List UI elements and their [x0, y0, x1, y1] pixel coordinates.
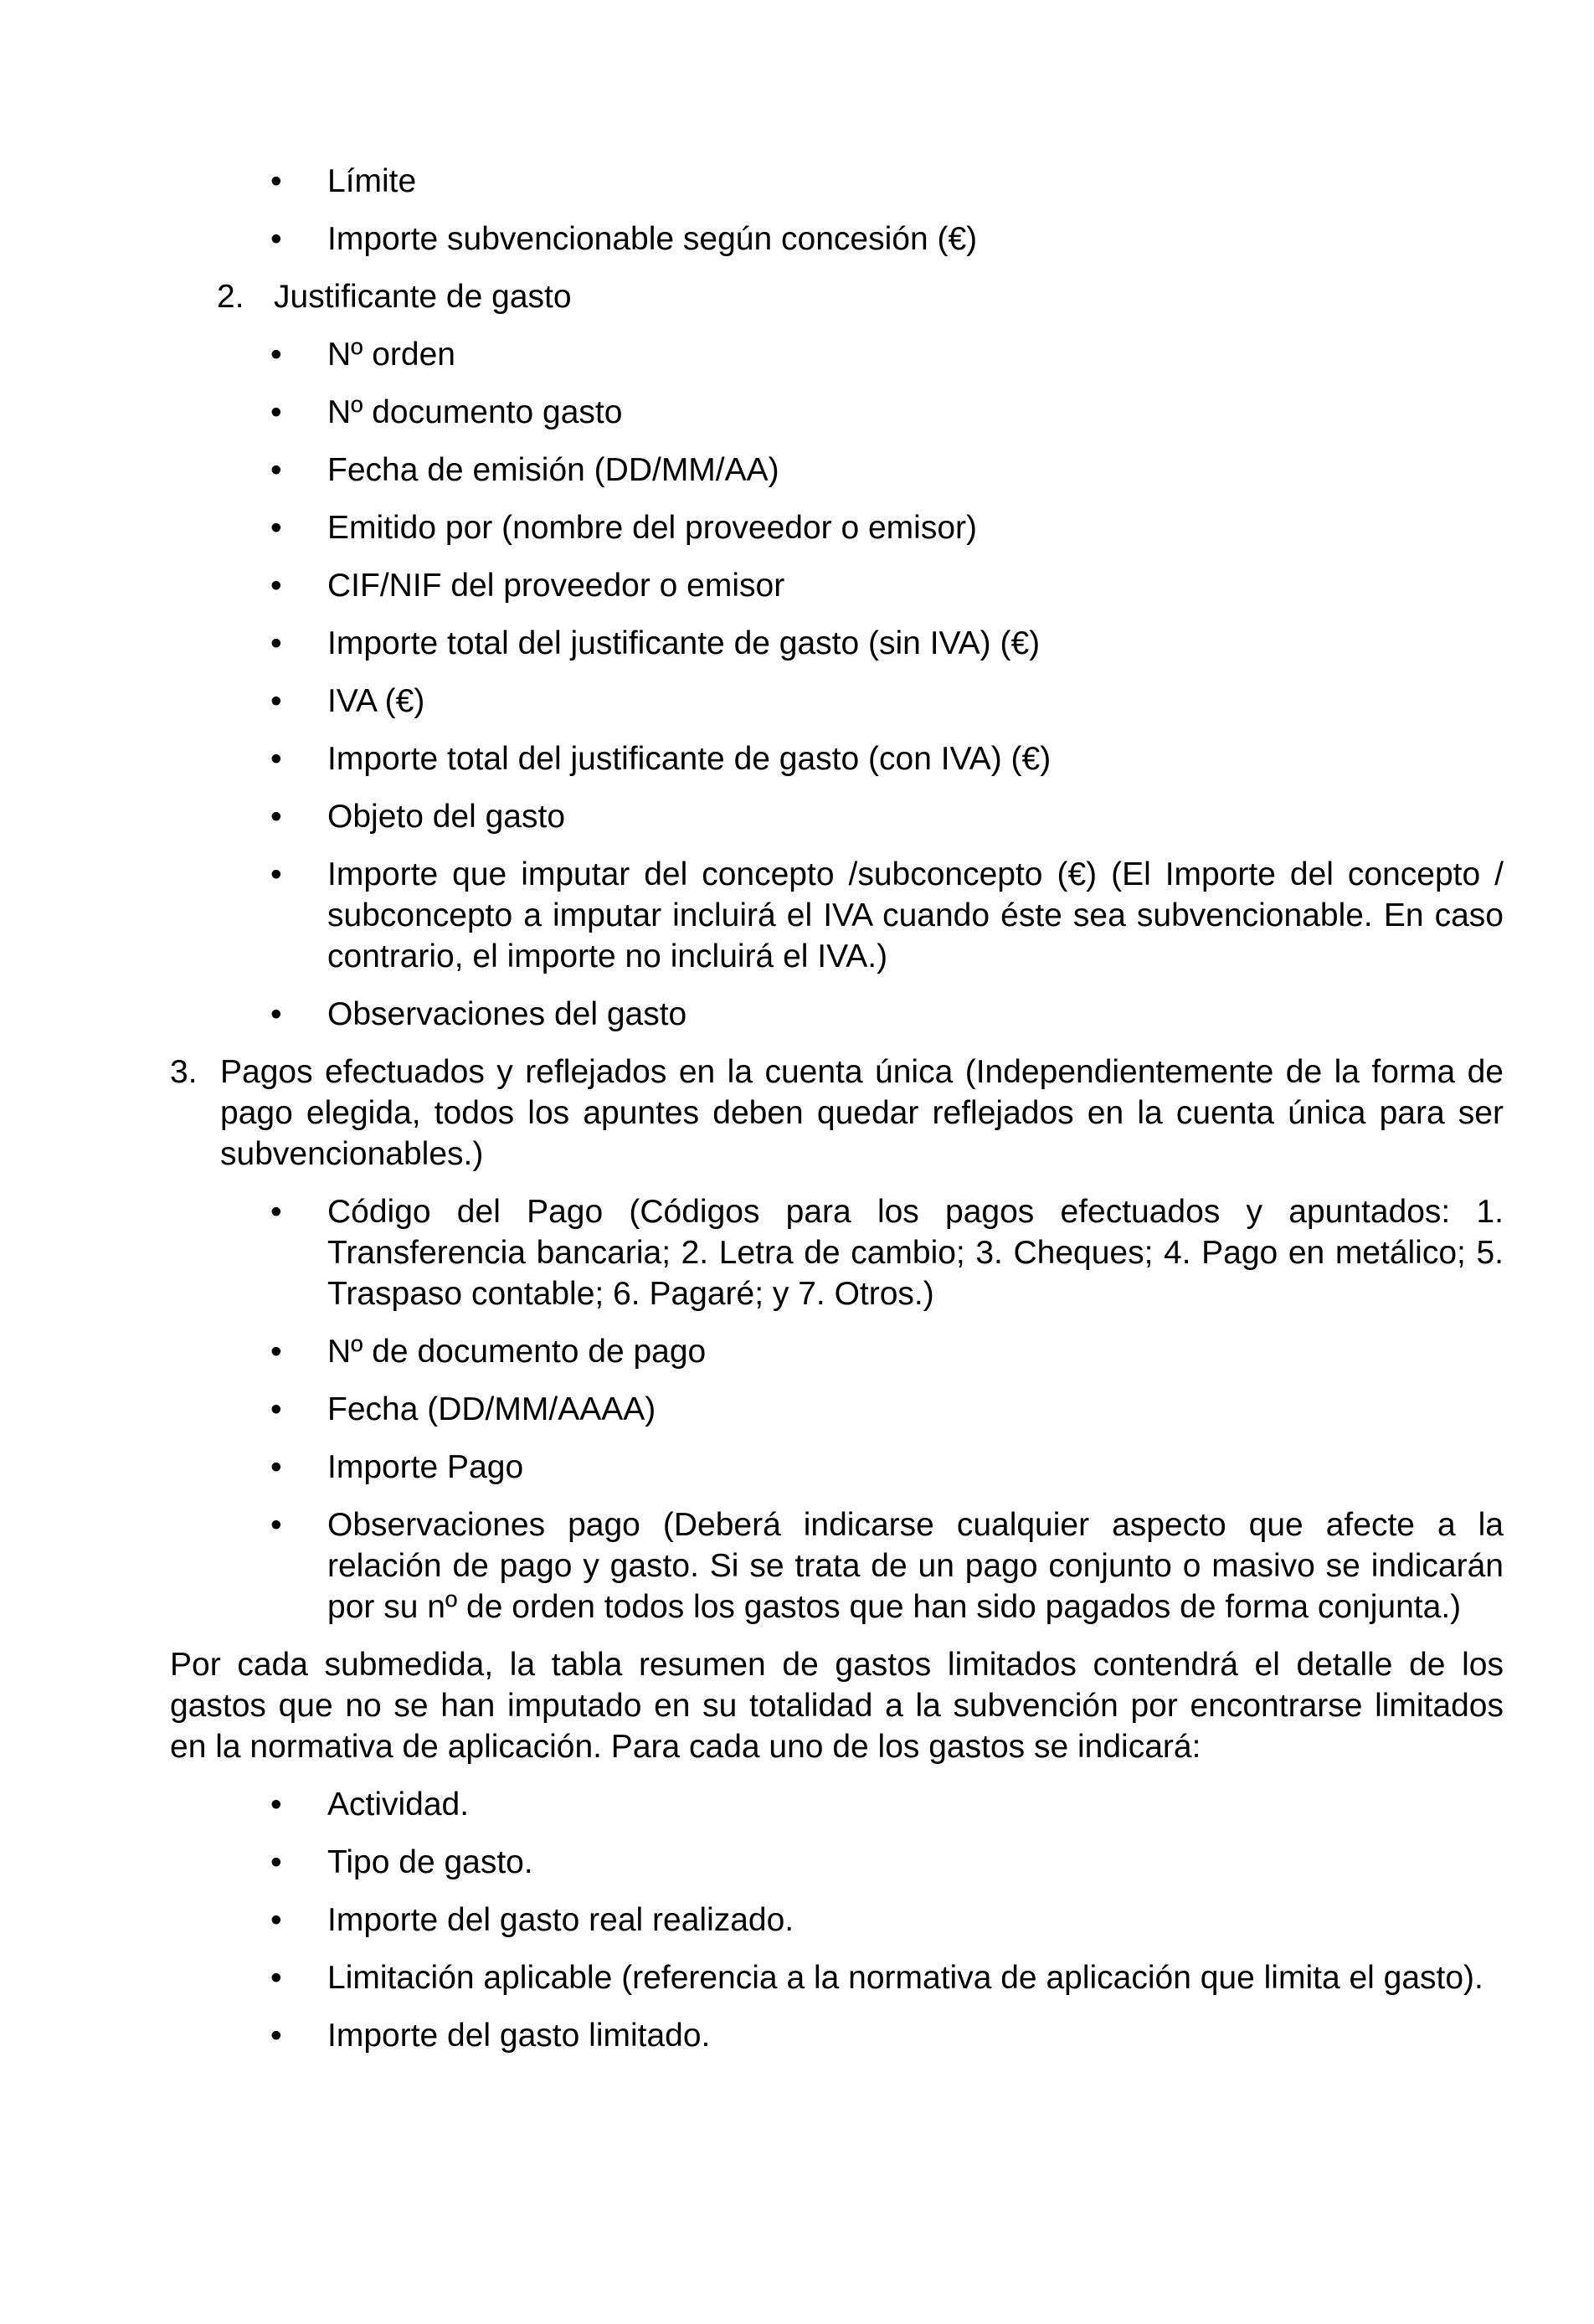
list-item-text: Importe del gasto real realizado. [327, 1902, 794, 1938]
list-item [170, 565, 1504, 606]
list-item [170, 796, 1504, 837]
list-item-text: Fecha de emisión (DD/MM/AA) [327, 452, 779, 488]
list-item [170, 1389, 1504, 1430]
bullet-marker: • [270, 1334, 282, 1370]
list-item-text: Limitación aplicable (referencia a la normativa de aplicación que limita el gasto). [327, 1960, 1483, 1996]
document-body [170, 161, 1504, 2073]
list-item-text: Límite [327, 163, 417, 199]
list-item [170, 738, 1504, 779]
list-item-text: Importe que imputar del concepto /subconcepto (€) (El Importe del concepto / subconcepto a imputar incluirá el IVA cuando éste sea subvencionable. En caso contrario, el importe no incluirá el IVA.) [327, 856, 1504, 974]
list-item-text: Importe subvencionable según concesión (€) [327, 221, 978, 257]
list-item-text: Fecha (DD/MM/AAAA) [327, 1391, 656, 1427]
list-item [170, 219, 1504, 260]
list-item-text: Tipo de gasto. [327, 1844, 533, 1880]
bullet-marker: • [270, 856, 282, 892]
bullet-marker: • [270, 625, 282, 661]
bullet-marker: • [270, 1902, 282, 1938]
list-item [170, 1504, 1504, 1627]
bullet-marker: • [270, 568, 282, 604]
list-item [170, 1331, 1504, 1372]
numbered-heading-2 [170, 276, 1504, 317]
list-item [170, 1900, 1504, 1941]
bullet-marker: • [270, 2018, 282, 2054]
list-item-text: Nº documento gasto [327, 394, 623, 430]
list-item-text: Actividad. [327, 1787, 470, 1823]
list-item-text: IVA (€) [327, 683, 425, 719]
numbered-heading-3 [170, 1051, 1504, 1175]
bullet-marker: • [270, 510, 282, 546]
bullet-marker: • [270, 1844, 282, 1880]
list-item [170, 994, 1504, 1035]
list-item [170, 1191, 1504, 1314]
numbered-heading-text: Pagos efectuados y reflejados en la cuenta única (Independientemente de la forma de pago elegida, todos los apuntes deben quedar reflejados en la cuenta única para ser subvencionables.) [220, 1054, 1504, 1172]
bullet-marker: • [270, 337, 282, 373]
list-item-text: Observaciones pago (Deberá indicarse cualquier aspecto que afecte a la relación de pago y gasto. Si se trata de un pago conjunto o masivo se indicarán por su nº de orden todos los gastos que han sido pagados de forma conjunta.) [327, 1507, 1504, 1625]
bullet-marker: • [270, 1391, 282, 1427]
list-item [170, 507, 1504, 548]
list-item [170, 334, 1504, 375]
list-item [170, 681, 1504, 722]
list-item [170, 2015, 1504, 2056]
list-item [170, 1842, 1504, 1883]
list-item [170, 623, 1504, 664]
body-paragraph: Por cada submedida, la tabla resumen de gastos limitados contendrá el detalle de los gastos que no se han imputado en su totalidad a la subvención por encontrarse limitados en la normativa de aplicación. Para cada uno de los gastos se indicará: [170, 1647, 1504, 1765]
list-item-text: Importe Pago [327, 1449, 524, 1485]
list-item-text: Importe del gasto limitado. [327, 2018, 711, 2054]
bullet-marker: • [270, 394, 282, 430]
bullet-marker: • [270, 1787, 282, 1823]
numbered-heading-text: Justificante de gasto [274, 279, 572, 315]
list-item [170, 1784, 1504, 1825]
list-item-text: Nº de documento de pago [327, 1334, 707, 1370]
list-item-text: Emitido por (nombre del proveedor o emisor) [327, 510, 978, 546]
list-number: 3. [170, 1054, 198, 1090]
list-item [170, 392, 1504, 433]
list-item-text: CIF/NIF del proveedor o emisor [327, 568, 785, 604]
list-number: 2. [217, 279, 244, 315]
bullet-marker: • [270, 1507, 282, 1543]
bullet-marker: • [270, 799, 282, 835]
list-item [170, 1447, 1504, 1488]
bullet-marker: • [270, 1194, 282, 1230]
list-item [170, 161, 1504, 202]
bullet-marker: • [270, 221, 282, 257]
bullet-marker: • [270, 996, 282, 1032]
bullet-marker: • [270, 452, 282, 488]
list-item [170, 854, 1504, 977]
list-item-text: Importe total del justificante de gasto (sin IVA) (€) [327, 625, 1041, 661]
bullet-marker: • [270, 683, 282, 719]
bullet-marker: • [270, 1449, 282, 1485]
bullet-marker: • [270, 741, 282, 777]
list-item-text: Observaciones del gasto [327, 996, 687, 1032]
list-item-text: Código del Pago (Códigos para los pagos efectuados y apuntados: 1. Transferencia bancaria; 2. Letra de cambio; 3. Cheques; 4. Pago en metálico; 5. Traspaso contable; 6. Pagaré; y 7. Otros.) [327, 1194, 1504, 1312]
bullet-marker: • [270, 1960, 282, 1996]
list-item-text: Objeto del gasto [327, 799, 566, 835]
list-item-text: Importe total del justificante de gasto (con IVA) (€) [327, 741, 1052, 777]
list-item [170, 1957, 1504, 1998]
list-item [170, 450, 1504, 491]
list-item-text: Nº orden [327, 337, 455, 373]
bullet-marker: • [270, 163, 282, 199]
